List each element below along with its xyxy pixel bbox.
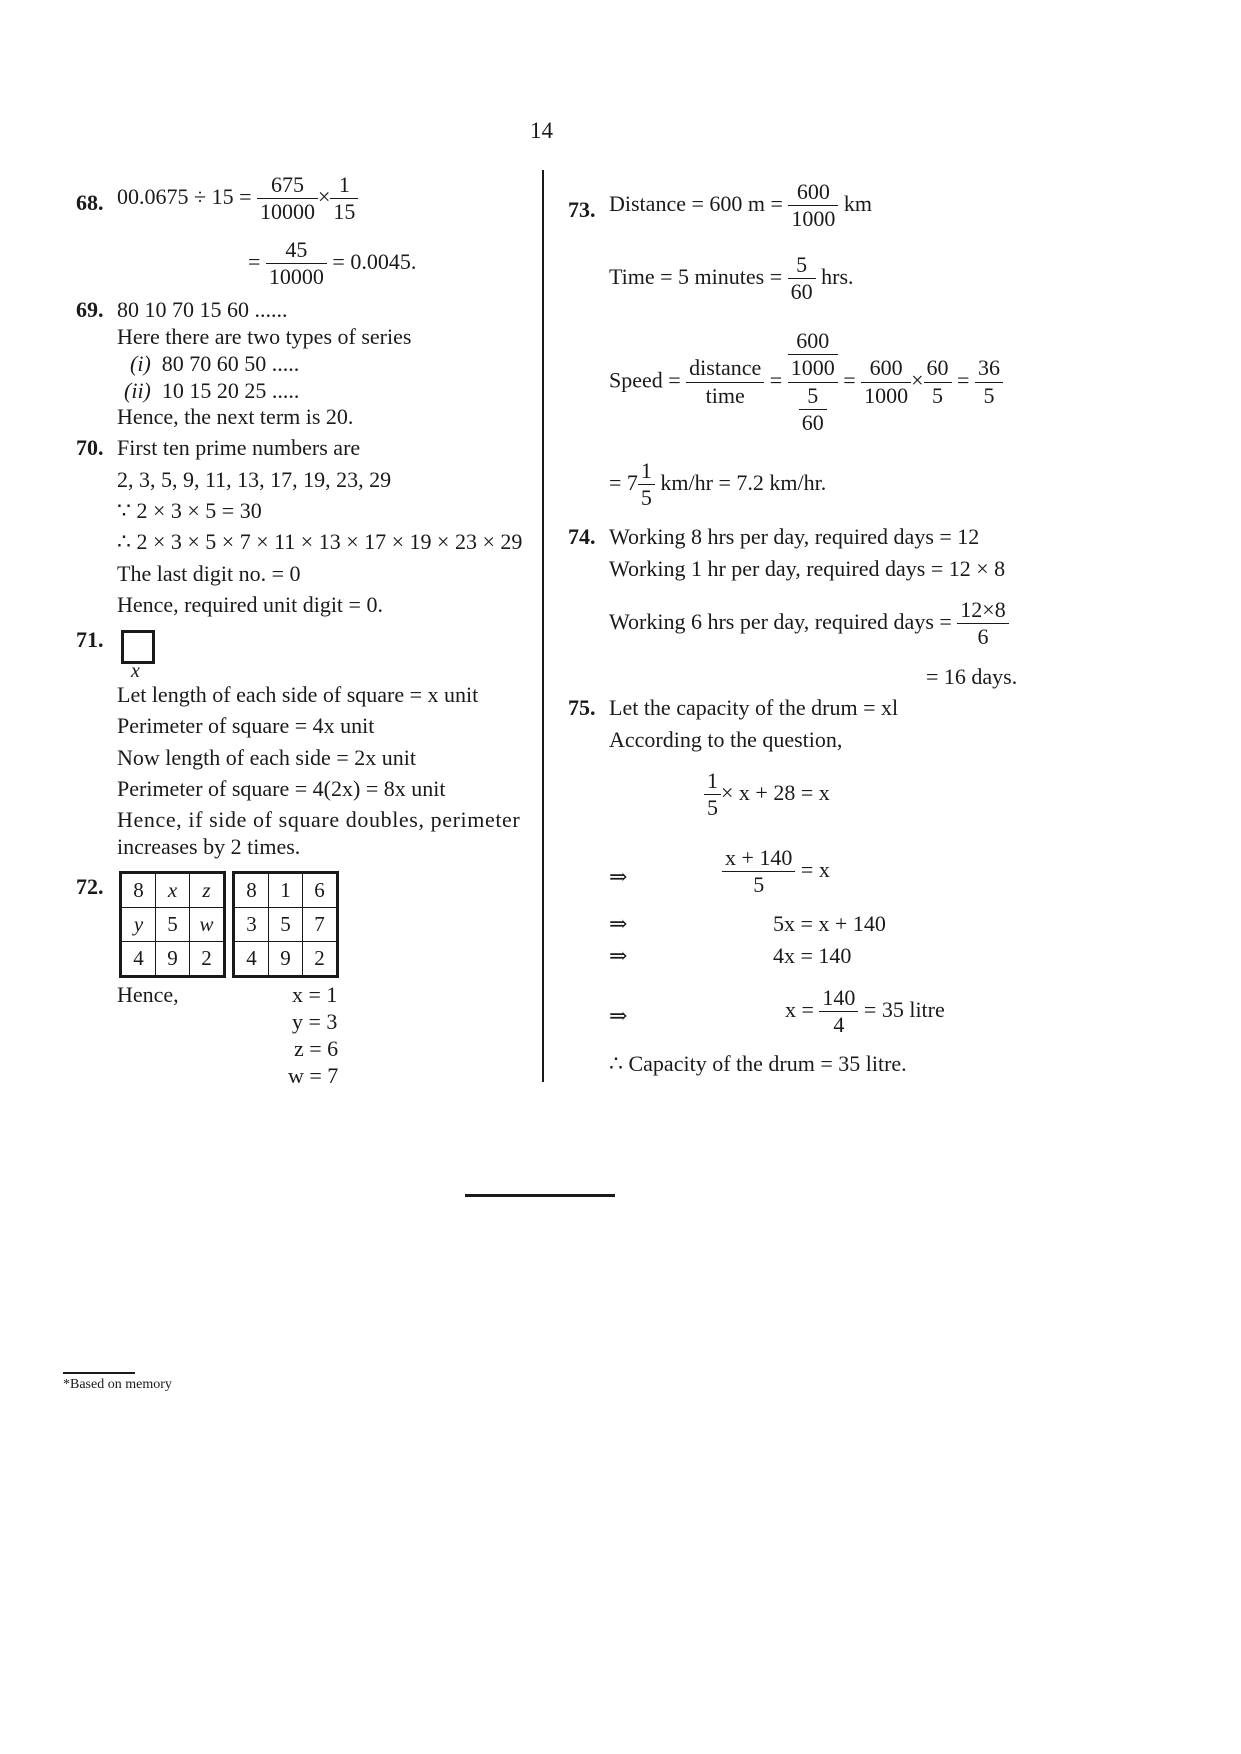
grid-cell: z <box>190 873 225 908</box>
grid-cell: 9 <box>156 942 190 977</box>
q75-line2: According to the question, <box>609 727 843 752</box>
q69-series: 80 10 70 15 60 ...... <box>117 297 288 322</box>
q74-line1: Working 8 hrs per day, required days = 12 <box>609 524 980 549</box>
q73-speed <box>609 328 1003 437</box>
column-divider <box>542 170 544 1082</box>
question-number: 69. <box>76 297 104 322</box>
q73-time <box>609 252 854 306</box>
section-end-rule <box>465 1194 615 1197</box>
series-label: (ii) <box>124 378 151 403</box>
grid-cell: x <box>156 873 190 908</box>
unit: km <box>843 190 873 216</box>
mixed-fraction: $\frac{1}{5}$ <box>638 458 655 512</box>
speed-label: Speed = <box>609 367 681 393</box>
equals-sign: = <box>843 367 856 393</box>
q74-fraction: $\frac{12\times 8}{6}$ <box>957 597 1008 651</box>
series-label: (i) <box>130 351 151 376</box>
implies-arrow: ⇒ <box>609 864 628 889</box>
result-fraction: $\frac{36}{5}$ <box>975 355 1003 409</box>
magic-square-unknown <box>119 871 226 978</box>
q73-final <box>609 458 826 512</box>
multiply-fraction-2: $\frac{60}{5}$ <box>924 355 952 409</box>
q70-line2: 2, 3, 5, 9, 11, 13, 17, 19, 23, 29 <box>117 467 392 492</box>
q74-result: = 16 days. <box>926 664 1018 689</box>
question-number: 72. <box>76 874 104 899</box>
final-speed: km/hr = 7.2 km/hr. <box>660 469 827 495</box>
q71-line3: Now length of each side = 2x unit <box>117 745 416 770</box>
time-fraction: $\frac{5}{60}$ <box>788 252 816 306</box>
equals-sign: = <box>248 248 261 274</box>
eq2-rest: = x <box>800 856 830 882</box>
q69-conclusion: Hence, the next term is 20. <box>117 404 354 429</box>
compound-fraction <box>788 328 838 437</box>
speed-formula: $\frac{\text{distance}}{\text{time}}$ <box>686 355 764 409</box>
grid-cell: 3 <box>234 908 269 942</box>
q71-line5: Hence, if side of square doubles, perimeter <box>117 807 521 832</box>
magic-square-solved <box>232 871 339 978</box>
series-values: 10 15 20 25 ..... <box>161 378 300 403</box>
question-number: 73. <box>568 197 596 222</box>
grid-cell: 7 <box>303 908 338 942</box>
grid-cell: 5 <box>269 908 303 942</box>
q68-lhs: 00.0675 ÷ 15 = <box>117 183 252 209</box>
q75-eq4: 4x = 140 <box>773 943 852 968</box>
grid-cell: 9 <box>269 942 303 977</box>
q68-fraction-1: $\frac{675}{10000}$ <box>257 172 318 226</box>
question-number: 74. <box>568 524 596 549</box>
q75-eq3: 5x = x + 140 <box>773 911 886 936</box>
question-number: 75. <box>568 695 596 720</box>
q70-line3: ∵ 2 × 3 × 5 = 30 <box>117 498 262 523</box>
q75-eq2 <box>722 845 830 899</box>
compound-bottom: $\frac{5}{60}$ <box>799 383 827 437</box>
eq2-fraction: $\frac{x + 140}{5}$ <box>722 845 795 899</box>
times-sign: × <box>911 367 924 393</box>
q68-line1 <box>117 172 358 226</box>
q70-line6: Hence, required unit digit = 0. <box>117 592 383 617</box>
square-figure <box>121 630 155 664</box>
final-whole: = 7 <box>609 469 638 495</box>
multiply-fraction-1: $\frac{600}{1000}$ <box>861 355 911 409</box>
q68-fraction-2: $\frac{1}{15}$ <box>330 172 358 226</box>
grid-cell: w <box>190 908 225 942</box>
time-label: Time = 5 minutes = <box>609 263 783 289</box>
q75-eq5 <box>785 985 945 1039</box>
q70-line4: ∴ 2 × 3 × 5 × 7 × 11 × 13 × 17 × 19 × 23 × 29 <box>117 529 523 554</box>
q68-fraction-3: $\frac{45}{10000}$ <box>266 237 327 291</box>
q74-line2: Working 1 hr per day, required days = 12 × 8 <box>609 556 1006 581</box>
one-fifth-fraction: $\frac{1}{5}$ <box>704 768 721 822</box>
q70-line5: The last digit no. = 0 <box>117 561 301 586</box>
implies-arrow: ⇒ <box>609 943 628 968</box>
equals-sign: = <box>769 367 783 393</box>
footnote-rule <box>63 1372 135 1374</box>
q72-answer-w: w = 7 <box>288 1063 339 1088</box>
q69-line1: Here there are two types of series <box>117 324 412 349</box>
eq5-fraction: $\frac{140}{4}$ <box>819 985 858 1039</box>
q72-answer-z: z = 6 <box>294 1036 339 1061</box>
times-sign: × <box>317 183 331 209</box>
grid-cell: 6 <box>303 873 338 908</box>
q75-eq1 <box>704 768 830 822</box>
q71-line6: increases by 2 times. <box>117 834 301 859</box>
grid-cell: 1 <box>269 873 303 908</box>
question-number: 68. <box>76 190 104 215</box>
question-number: 71. <box>76 627 104 652</box>
q70-line1: First ten prime numbers are <box>117 435 361 460</box>
q72-answer-y: y = 3 <box>292 1009 338 1034</box>
series-values: 80 70 60 50 ..... <box>161 351 300 376</box>
grid-cell: 8 <box>121 873 156 908</box>
distance-label: Distance = 600 m = <box>609 190 783 216</box>
eq1-rest: × x + 28 = x <box>721 779 830 805</box>
unit: hrs. <box>821 263 854 289</box>
q68-line2 <box>248 237 416 291</box>
q69-series-1 <box>130 351 299 377</box>
eq5-rest: = 35 litre <box>863 996 945 1022</box>
equals-sign: = <box>957 367 970 393</box>
q73-distance <box>609 179 872 233</box>
q71-line2: Perimeter of square = 4x unit <box>117 713 375 738</box>
footnote: *Based on memory <box>63 1377 172 1392</box>
q75-line1: Let the capacity of the drum = xl <box>609 695 899 720</box>
q71-line4: Perimeter of square = 4(2x) = 8x unit <box>117 776 446 801</box>
grid-cell: 2 <box>303 942 338 977</box>
question-number: 70. <box>76 435 104 460</box>
grid-cell: 4 <box>121 942 156 977</box>
grid-cell: 5 <box>156 908 190 942</box>
q72-hence: Hence, <box>117 982 179 1007</box>
q74-line3 <box>609 597 1009 651</box>
q72-answer-x: x = 1 <box>292 982 338 1007</box>
grid-cell: 8 <box>234 873 269 908</box>
page-number: 14 <box>530 118 553 143</box>
q68-result: = 0.0045. <box>332 248 417 274</box>
distance-fraction: $\frac{600}{1000}$ <box>788 179 838 233</box>
grid-cell: y <box>121 908 156 942</box>
compound-top: $\frac{600}{1000}$ <box>788 328 838 382</box>
q69-series-2 <box>124 378 299 404</box>
q74-line3-text: Working 6 hrs per day, required days = <box>609 608 952 634</box>
q75-conclusion: ∴ Capacity of the drum = 35 litre. <box>609 1051 907 1076</box>
implies-arrow: ⇒ <box>609 911 628 936</box>
eq5-lhs: x = <box>785 996 814 1022</box>
q71-line1: Let length of each side of square = x unit <box>117 682 479 707</box>
grid-cell: 2 <box>190 942 225 977</box>
implies-arrow: ⇒ <box>609 1003 628 1028</box>
grid-cell: 4 <box>234 942 269 977</box>
square-side-label: x <box>131 660 140 682</box>
